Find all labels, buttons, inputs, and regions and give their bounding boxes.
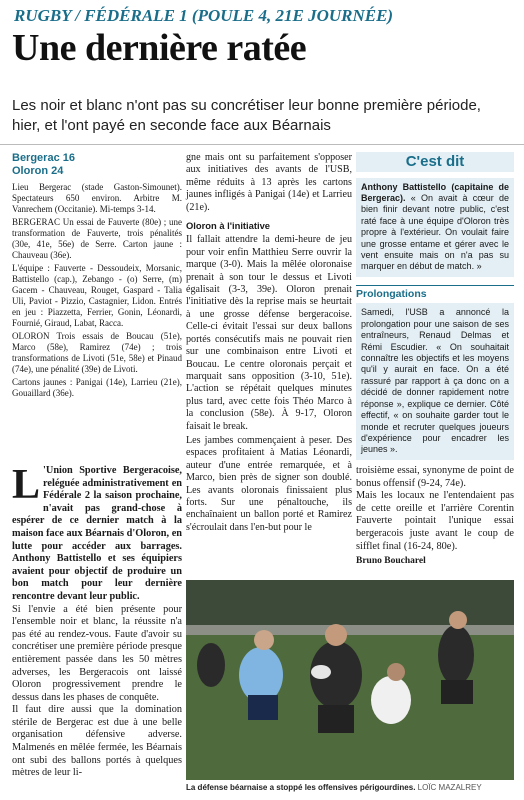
quote-text: « On avait à cœur de bien finir devant notre public, c'est raté face à une équipe d'Oloron très propre à l'extérieur. On voulait faire une grosse entame et gérer avec le vent ensuite mais on n'a pas su marquer en début de match. » [361,193,509,272]
prolongations-box [356,303,514,459]
paragraph: gne mais ont su parfaitement s'opposer aux initiatives des avants de l'USB, même réduits à 13 après les cartons jaunes infligés à Panigai (14e) et Larrieu (21e). [186,152,352,213]
bergerac-lineup: L'équipe : Fauverte - Dessoudeix, Morsanic, Battistello (cap.), Zebango - (o) Serre, (m) Gacem - Chauveau, Rouget, Gaspard - Talia Uli, Paviot - Pizzio, Castagnier, Lidon. Entrés en jeu : Piazzetta, Ferrier, Gonin, Léonardi, Fournié, Giraud, Labat, Racca. [12,263,182,328]
caption-text: La défense béarnaise a stoppé les offensives périgourdines. [186,783,416,792]
photo-credit: LOÏC MAZALREY [417,783,482,792]
paragraph: 'Union Sportive Bergeracoise, reléguée administrativement en Fédérale 2 la saison prochaine, n'avait pas grand-chose à espérer de ce dernier match à la maison face aux Béarnais d'Oloron, en lutte pour accéder aux barrages. Anthony Battistello et ses équipiers avaient pour objectif de produire un bon match pour leur dernière rencontre devant leur public. [12,465,182,602]
article-headline: Une dernière ratée [12,27,307,69]
sidebar [356,152,514,460]
prolongations-title: Prolongations [356,285,514,301]
drop-cap: L [12,462,41,508]
yellow-cards: Cartons jaunes : Panigai (14e), Larrieu (21e), Gouaillard (36e). [12,377,182,398]
paragraph: Si l'envie a été bien présente pour l'ensemble noir et blanc, la réussite n'a pas été au rendez-vous. Faute d'avoir su concrétiser une première période presque entièrement passée dans les 50 mètres adverses, les Bergeracois ont laissé Oloron progressivement prendre le dessus dans les phases de conquête. [12,603,182,703]
match-sheet [12,152,182,401]
team-home-score: Bergerac 16 [12,152,75,164]
team-away-score: Oloron 24 [12,165,64,177]
prolongations-text: Samedi, l'USB a annoncé la prolongation pour une saison de ses entraîneurs, Renaud Delmas et Rémi Escudier. « On souhaitait connaître les objectifs et les moyens qu'il y aurait en face. On a été rassuré par rapport à ça donc on a décidé de donner rapidement notre réponse », explique ce dernier. Côté effectif, « on souhaite garder tout le monde et recruter quelques joueurs d'expérience pour encadrer les jeunes ». [361,307,509,455]
oloron-scorers: OLORON Trois essais de Boucau (51e), Marco (58e), Ramirez (74e) ; trois transformations de Livoti (51e, 58e) et Pinaud (74e), une pénalité (39e) de Livoti. [12,331,182,374]
article-body-start [12,462,182,780]
score-block [12,152,182,178]
match-info: Lieu Bergerac (stade Gaston-Simounet). Spectateurs 650 environ. Arbitre M. Vanrechem (Occitanie). Mi-temps 3-14. [12,182,182,214]
paragraph: Les jambes commençaient à peser. Des espaces profitaient à Matias Léonardi, auteur d'une entrée remarquée, et à Marco, bien près de signer son doublé. Les avants oloronais finissaient plus forts. Sur une pénaltouche, ils enchaînaient un ballon porté et Ramirez s'écroulait dans l'en-but pour le [186,434,352,533]
rugby-photo-illustration [186,580,514,780]
cest-dit-title: C'est dit [356,152,514,172]
article-lead: Les noir et blanc n'ont pas su concrétiser leur bonne première période, hier, et l'ont payé en seconde face aux Béarnais [12,97,481,134]
quote-author: Anthony Battistello (capitaine de Bergerac). [361,181,509,203]
article-kicker: RUGBY / FÉDÉRALE 1 (POULE 4, 21E JOURNÉE) [14,6,394,25]
bergerac-scorers: BERGERAC Un essai de Fauverte (80e) ; une transformation de Fauverte, trois pénalités (30e, 41e, 56e) de Serre. Carton jaune : Chauveau (36e). [12,217,182,260]
quote-box [356,178,514,277]
subheading: Oloron à l'initiative [186,220,271,232]
paragraph: Il faut dire aussi que la domination stérile de Bergerac est due à une belle organisation défensive adverse. Malmenés en mêlée fermée, les Béarnais ont subi des ballons portés à quelques mètres de leur li- [12,704,182,779]
divider [0,144,524,145]
article-body-end [356,465,514,568]
match-photo [186,580,514,780]
photo-caption [186,783,514,792]
paragraph: Il fallait attendre la demi-heure de jeu pour voir enfin Matthieu Serre ouvrir la marque (3-0). Mais la mêlée oloronaise prenait à son tour le dessus et Livoti égalisait (3-3, 39e). Oloron prenait l'initiative dès la reprise mais se heurtait à une grosse défense bergeracoise. Celle-ci évitait l'essai sur deux ballons portés consécutifs mais ne pouvait rien sur une combinaison entre Livoti et Boucau. Le centre oloronais perçait et marquait sans opposition (3-10, 51e). L'action se répétait quelques minutes plus tard, avec cette fois Théo Marco à la conclusion (58e). À 9-17, Oloron faisait le break. [186,234,352,432]
paragraph: troisième essai, synonyme de point de bonus offensif (9-24, 74e). [356,465,514,489]
author-signature: Bruno Boucharel [356,556,426,567]
paragraph: Mais les locaux ne l'entendaient pas de cette oreille et l'arrière Corentin Fauverte pointait l'unique essai bergeracois juste avant le coup de sifflet final (16-24, 80e). [356,490,514,552]
article-column-2 [186,152,352,536]
